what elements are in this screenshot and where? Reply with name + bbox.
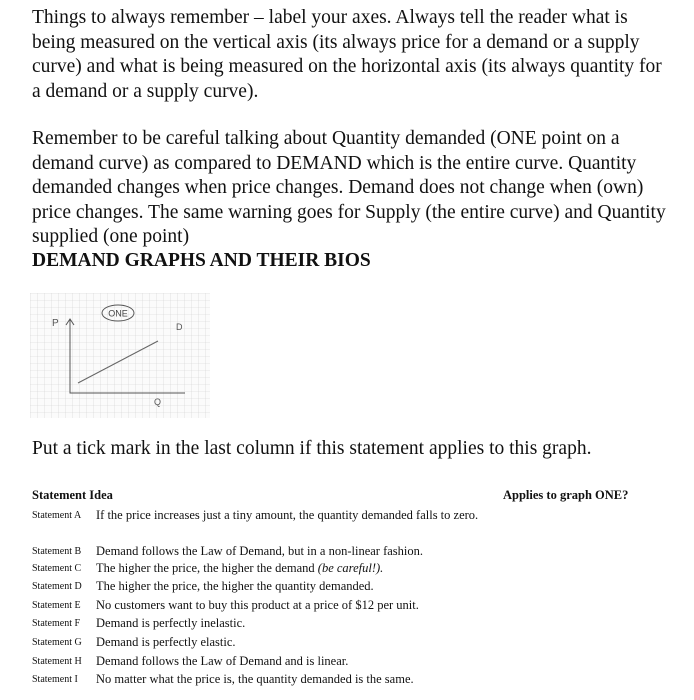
- table-header-applies: Applies to graph ONE?: [503, 488, 629, 502]
- instruction-text: Put a tick mark in the last column if this statement applies to this graph.: [32, 438, 592, 459]
- statement-tag: Statement I: [32, 674, 78, 685]
- statement-tag: Statement F: [32, 618, 81, 629]
- warning-paragraph: Remember to be careful talking about Quantity demanded (ONE point on a demand curve) as compared to DEMAND which is the entire curve. Quantity demanded changes when price changes. Demand does not change when (own) price changes. The same warning goes for Supply (the entire curve) and Quantity supplied (one point): [32, 128, 666, 248]
- statement-text: If the price increases just a tiny amount, the quantity demanded falls to zero.: [96, 508, 479, 522]
- statement-text: Demand follows the Law of Demand and is linear.: [96, 654, 349, 668]
- statement-text: The higher the price, the higher the quantity demanded.: [96, 579, 374, 593]
- statement-tag: Statement B: [32, 546, 82, 557]
- statement-tag: Statement H: [32, 656, 82, 667]
- circled-label: ONE: [108, 308, 128, 319]
- statement-text-c: [96, 560, 496, 577]
- statement-text: No matter what the price is, the quantity demanded is the same.: [96, 672, 414, 686]
- statement-text: No customers want to buy this product at a price of $12 per unit.: [96, 598, 419, 612]
- statement-text: Demand is perfectly inelastic.: [96, 616, 246, 630]
- statement-note: (be careful!).: [317, 561, 384, 575]
- table-header-statement: Statement Idea: [32, 488, 113, 502]
- statement-text: The higher the price, the higher the demand: [96, 561, 315, 575]
- horizontal-axis-label: Q: [154, 397, 162, 407]
- statement-text: Demand follows the Law of Demand, but in a non-linear fashion.: [96, 544, 423, 558]
- graph-svg: [30, 293, 210, 418]
- demand-graph-image: [30, 293, 210, 418]
- section-heading: DEMAND GRAPHS AND THEIR BIOS: [32, 250, 371, 271]
- statement-tag: Statement G: [32, 637, 82, 648]
- statement-text: Demand is perfectly elastic.: [96, 635, 236, 649]
- statement-tag: Statement C: [32, 563, 82, 574]
- statement-tag: Statement A: [32, 510, 82, 521]
- statement-tag: Statement E: [32, 600, 81, 611]
- statement-tag: Statement D: [32, 581, 82, 592]
- curve-label: D: [176, 322, 183, 332]
- intro-paragraph: Things to always remember – label your axes. Always tell the reader what is being measured on the vertical axis (its always price for a demand or a supply curve) and what is being measured on the horizontal axis (its always quantity for a demand or a supply curve).: [32, 7, 662, 102]
- vertical-axis-label: P: [52, 318, 59, 329]
